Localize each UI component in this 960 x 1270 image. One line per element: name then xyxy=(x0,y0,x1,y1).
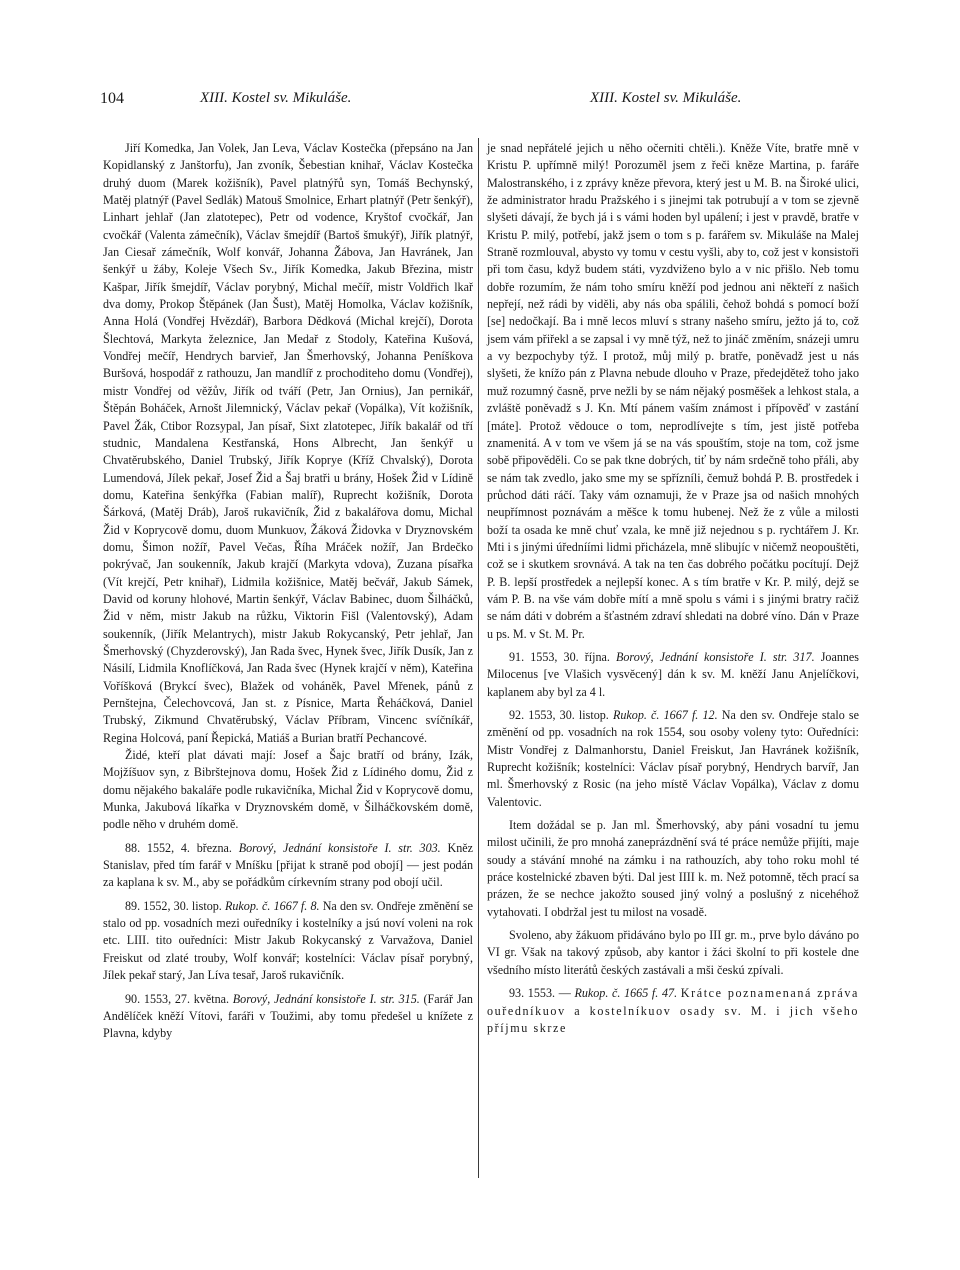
entry-date: 1553. xyxy=(527,986,556,1001)
header-title-left: XIII. Kostel sv. Mikuláše. xyxy=(200,90,352,106)
paragraph-jews: Židé, kteří plat dávati mají: Josef a Šajc bratří od brány, Izák, Mojžíšuov syn, z Bibrštejnova domu, Hošek Žid z Lídiného domu, Žid z domu nějakého bakaláře podle rukavičníka, Michal Žid v Koprycově domu, Munka, Jakubová líkařka v Dryznovském domě, v Šilháčkovském domě, podle něho v druhém domě. xyxy=(103,748,473,832)
entry-body: (Farář Jan Andělíček kněží Vítovi, faráři v Toužimi, aby tomu předešel u knížete z Plavna, kdyby xyxy=(103,991,473,1041)
entry-number: 92. xyxy=(509,708,525,722)
paragraph-item: Item dožádal se p. Jan ml. Šmerhovský, aby páni vosadní tu jemu milost učinili, že pro mnohá zaneprázdnění svá té práce nemůže přijíti, maje soudy a stávání mnohé na zámku i na rathouzích, aby toho roku mohl té práce kostelnické zbaven býti. Dal jest IIII k. m. Než potomně, těch prací sa prázen, že se nechce jakožto soused jiný volný a poslušný z nicehéhož vytahovati. I obdržal jest tu milost na vosadě. xyxy=(487,818,859,919)
entry-body: Joannes Milocenus [ve Vlašich vysvěcený] dán k sv. M. kněží Janu Anjelíčkovi, kaplanem aby byl za 4 l. xyxy=(487,649,859,699)
entry-source: Rukop. č. 1665 f. 47. xyxy=(574,986,678,1001)
entry-90 xyxy=(103,991,473,1043)
entry-date: 1552, 4. března. xyxy=(146,840,232,855)
paragraph-letter-continuation: je snad nepřátelé jejich u něho očerniti chtěli.). Kněže Víte, bratře mně v Kristu P. upřímně milý! Porozuměl jsem z řeči kněze Martina, p. faráře Malostranského, i z zprávy kněze převora, který jest u M. B. na Široké ulici, že administrator hradu Pražského i s jinejmi tak potrubují a v tom se zjevně slyšeti dávají, že bych já i s vámi hoden byl upálení; i jest v pravdě, bratře v Kristu P. milý, potřebí, jakž jsem o tom s p. farářem sv. Mikuláše na Malej Straně rozmlouval, abysto vy tomu v cestu vyšli, aby to, což jest v konsistoři při tom času, když budem státi, vyzdviženo bylo a v nic přišlo. Neb tomu dobře rozumím, že nám toho smíru kněží pod jednou ani někteří z našich nepřejí, než rádi by viděli, aby nás oba spálili, čehož bohdá s pomocí boží [se] nedočkají. Ba i mně lecos mluví s strany našeho smíru, ježto já to, což jsem vám přiřekl a se zapsal i vy mně týž, než to jináč změním, snázeji umru a vy bezpochyby týž. I protož, můj milý p. bratře, poněvadž jest u nás slyšeti, že knížo pán z Plavna nebude dlouho v Praze, předejdětež toho jako muž rozumný časně, prve nežli by se nám nějaký posměšek a lehkost stala, a zvláště poněvadž s J. Kn. Mtí pánem vaším známost i přípověď v zastání [máte]. Protož vědouce o tom, neprodlívejte s tím, jest jistě potřeba znamenitá. A v tom ve všem já se na vás spouštím, stoje na tom, což jsme sobě připověděli. Co se pak tkne dobrých, tiť by nám srdečně toho přáli, aby se nám tak zvedlo, jako sme my se spřízníli, čemuž bohdá P. B. prostředek i průchod dáti ráčí. Taky vám oznamuji, že v Praze jsa od našich mnohých neupřímnost poznávám a měšce k tomu hubenej. Než že z vůle a milosti boží ta osada ke mně chuť vzala, ke mně již nejednou s p. rychtářem J. Kr. Mti i s jinými úředníími lidmi přicházela, mně slibujíc v ničemž neopouštěti, což se i skutkem srovnává. A tak na ten čas dobrého počátku pocítují. Dejž P. B. lepší prostředek a nejlepší konec. A s tím bratře v Kr. P. milý, dejž se vám P. B. na vše vám dobře mítí a mně spolu s vámi i s jinými bratry račiž se nám dáti v dobrém a šťastném zdraví shledati na dobré víno. Dán v Praze u ps. M. v St. M. Pr. xyxy=(487,141,859,641)
entry-number: 93. xyxy=(509,986,525,1001)
entry-source: Borový, Jednání konsistoře I. str. 317. xyxy=(616,649,815,664)
entry-92 xyxy=(487,707,859,811)
right-column xyxy=(487,140,859,1037)
header-title-right: XIII. Kostel sv. Mikuláše. xyxy=(590,90,742,106)
entry-91 xyxy=(487,649,859,701)
entry-source: Borový, Jednání konsistoře I. str. 303. xyxy=(238,840,441,855)
entry-body: Kněz Stanislav, před tím farář v Mníšku [přijat k straně pod obojí] — jest podán za kaplana k sv. M., aby se pořádkům církevním strany pod obojí učil. xyxy=(103,840,473,890)
entry-date: 1553, 27. května. xyxy=(143,991,230,1006)
entry-body: Na den sv. Ondřeje stalo se změnění od pp. vosadních na rok 1554, sou osoby voleny tyto: Ouředníci: Mistr Vondřej z Dalmanhorstu, Daniel Freiskut, Jan Havránek kožišník, Ruprecht kožišník; kostelníci: Václav písař porybný, Hendrych barvíř, Jan ml. Šmerhovský z Rosic (na jeho místě Václav Vopálka), Václav z domu Valentovic. xyxy=(487,708,859,809)
left-column xyxy=(103,140,473,1043)
entry-body: Krátce poznamenaná zpráva ouředníkuov a kostelníkuov osady sv. M. i jich všeho příjmu skrze xyxy=(487,986,860,1035)
entry-number: 90. xyxy=(125,991,141,1006)
entry-date: 1552, 30. listop. xyxy=(143,898,222,913)
entry-88 xyxy=(103,840,473,892)
entry-number: 91. xyxy=(509,649,525,664)
entry-source: Borový, Jednání konsistoře I. str. 315. xyxy=(232,991,420,1006)
paragraph-svoleno: Svoleno, aby žákuom přidáváno bylo po III gr. m., prve bylo dáváno po VI gr. Však na takový způsob, aby kantor i žáci školní to při kostele dne všedního místo literátů českých zastávali a mši českú zpívali. xyxy=(487,928,859,977)
paragraph-list-of-residents: Jiří Komedka, Jan Volek, Jan Leva, Václav Kostečka (přepsáno na Jan Kopidlanský z Janštorfu), Jan zvoník, Šebestian knihař, Václav Kostečka druhý duom (Marek kožišník), Pavel platnýřů syn, Tomáš Bechynský, Matěj platnýř (Pavel Sedlák) Matouš Smolnice, Erhart platnýř (Petr šenkýř), Linhart jehlař (Jan zlatotepec), Petr od vodence, Kryštof cvočkář, Jan cvočkář (Valenta zámečník), Václav šmejdíř (Bartoš šmukýř), Jiřík platnýř, Jan Ciesař zámečník, Wolf konvář, Johanna Žábova, Jan Havránek, Jan šenkýř u žáby, Koleje Všech Sv., Jiřík Komedka, Jakub Březina, mistr Kašpar, Jiřík šmejdíř, Václav porybný, Michal mečíř, mistr Voldřich lkař dva domy, Prokop Štěpánek (Jan Šust), Matěj Homolka, Václav kožišník, Anna Holá (Vondřej Hvězdář), Barbora Dědková (Michal krejčí), Dorota Šlechtová, Markyta železnice, Jan Medař z Stodoly, Kateřina Kušová, Vondřej mečíř, Hendrych barvieř, Jan Šmerhovský, Johanna Peníškova Buršová, hospodář z rathouzu, Jan mandlíř z prochoditeho domu (Vondřej), mistr Vondřej od věžův, Jiřík od tváří (Petr, Jan Ornius), Jan pernikář, Štěpán Boháček, Arnošt Jilemnický, Václav pekař (Vopálka), Vít kožišník, Pavel Žák, Ctibor Rozsypal, Jan písař, Sixt zlatotepec, Jiřík bakalář od tří studnic, Mandalena Kestřanská, Hons Albrecht, Jan šenkýř u Chvatěrubského, Daniel Trubský, Jiřík Koprye (Kříž Chvalský), Dorota Lumendová, Jílek pekař, Josef Žid a Šaj bratři u brány, Hošek Žid v Lídině domu, Kateřina šenkýřka (Fabian malíř), Ruprecht kožišník, Dorota Šárková, (Matěj Dráb), Jaroš rukavičník, Žid z bakalářova domu, Michal Žid v Koprycově domu, duom Munkuov, Žáková Židovka v Dryznovském domu, Šimon nožíř, Pavel Večas, Říha Mráček nožíř, Jan Brdečko pokrývač, Jan soukenník, Jakub krajčí (Markyta vdova), Zuzana písařka (Vít krejčí, Petr knihař), Lidmila kožišnice, Matěj bečvář, Jakub Sámek, David od koruny hlohové, Martin šenkýř, Václav Babinec, duom Šilháčků, Žid v něm, mistr Jakub na růžku, Viktorin Fišl (Valentovský), Adam soukenník, (Jiřík Melantrych), mistr Jakub Rokycanský, Petr jehlař, Jan Šmerhovský (Chyzderovský), Jan Rada švec, Hynek švec, Jiřík Dusík, Jan z Násilí, Lidmila Knoflíčková, Jan Rada švec (Hynek krajčí v něm), Kateřina Voříšková (Brykcí švec), Blažek od voháněk, Pavel Mřenek, pánů z Pernštejna, Čelechovcová, Jan st. z Písnice, Marta Řeháčková, Daniel Trubský, Zikmund Chvatěrubský, Václav Příbram, Vincenc svíčníkář, Regina Holcová, paní Řepická, Matiáš a Burian bratří Pechancové. xyxy=(103,141,473,745)
entry-93 xyxy=(487,985,859,1037)
entry-source: Rukop. č. 1667 f. 8. xyxy=(224,898,320,913)
entry-source: Rukop. č. 1667 f. 12. xyxy=(612,708,718,722)
column-divider xyxy=(478,138,479,1178)
entry-date: 1553, 30. října. xyxy=(530,649,610,664)
entry-date: 1553, 30. listop. xyxy=(528,708,609,722)
entry-89 xyxy=(103,898,473,985)
entry-number: 89. xyxy=(125,898,141,913)
entry-body: Na den sv. Ondřeje změnění se stalo od pp. vosadních mezi ouředníky i kostelníky a jsú noví voleni na rok etc. LIII. tito ouředníci: Mistr Jakub Rokycanský z Varvažova, Daniel Freiskut od zlaté trouby, Wolf konvář; kostelníci: Václav písař porybný, Jílek pekař starý, Jan Líva tesař, Jaroš rukavičník. xyxy=(103,898,473,983)
entry-dash: — xyxy=(558,986,571,1001)
running-header xyxy=(0,90,960,120)
entry-number: 88. xyxy=(125,840,141,855)
page-number: 104 xyxy=(100,90,124,107)
